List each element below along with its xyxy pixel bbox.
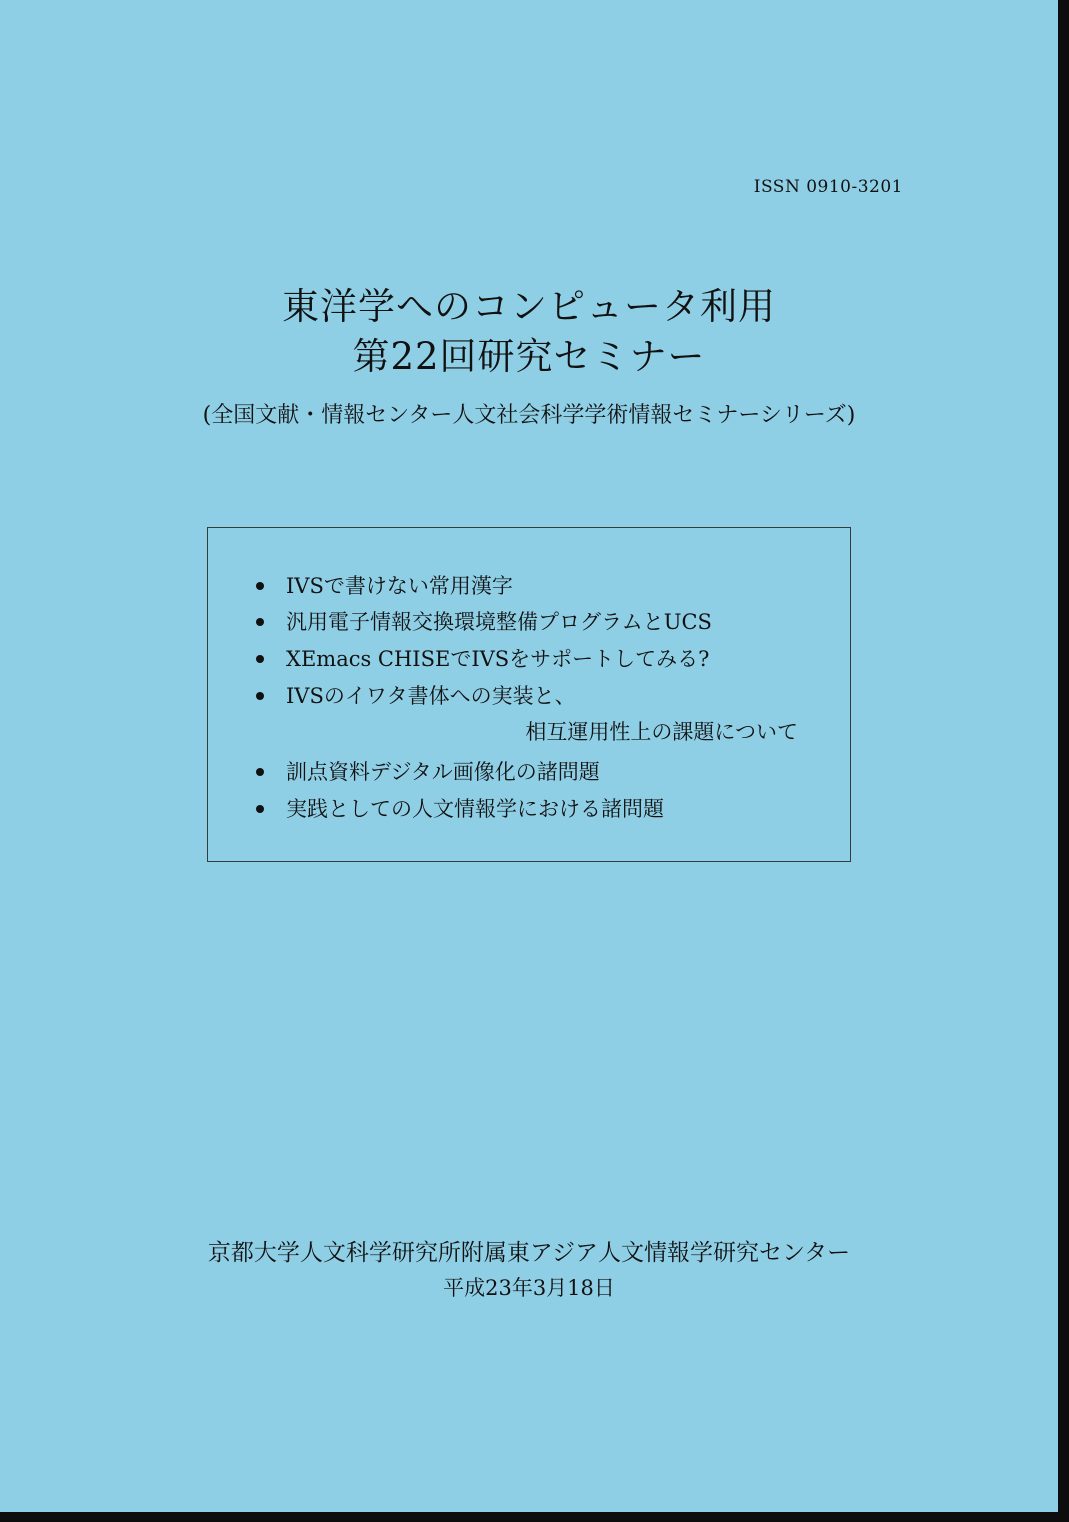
topic-text: IVSのイワタ書体への実装と、 [286,684,576,708]
bullet-icon [256,655,264,663]
issn-number: ISSN 0910-3201 [753,177,903,197]
publication-date: 平成23年3月18日 [443,1276,615,1300]
topic-text: 実践としての人文情報学における諸問題 [286,797,664,821]
topic-item [256,606,712,636]
topic-text: IVSで書けない常用漢字 [286,574,513,598]
bullet-icon [256,768,264,776]
title-line-2: 第22回研究セミナー [352,335,706,378]
publisher-institution: 京都大学人文科学研究所附属東アジア人文情報学研究センター [207,1240,851,1266]
topic-item [256,643,709,673]
topic-item [256,756,600,786]
topic-continuation: 相互運用性上の課題について [525,720,798,744]
topic-text: XEmacs CHISEでIVSをサポートしてみる? [286,647,710,671]
topic-item [256,680,576,710]
topic-text: 汎用電子情報交換環境整備プログラムとUCS [286,610,712,634]
bullet-icon [256,618,264,626]
series-subtitle: (全国文献・情報センター人文社会科学学術情報セミナーシリーズ) [202,403,856,428]
topics-box [207,527,851,862]
topic-item [256,570,513,600]
topic-item [256,793,664,823]
title-line-1: 東洋学へのコンピュータ利用 [282,285,776,328]
bullet-icon [256,582,264,590]
bullet-icon [256,692,264,700]
topic-text: 訓点資料デジタル画像化の諸問題 [286,760,600,784]
document-title [0,282,1058,382]
bullet-icon [256,805,264,813]
